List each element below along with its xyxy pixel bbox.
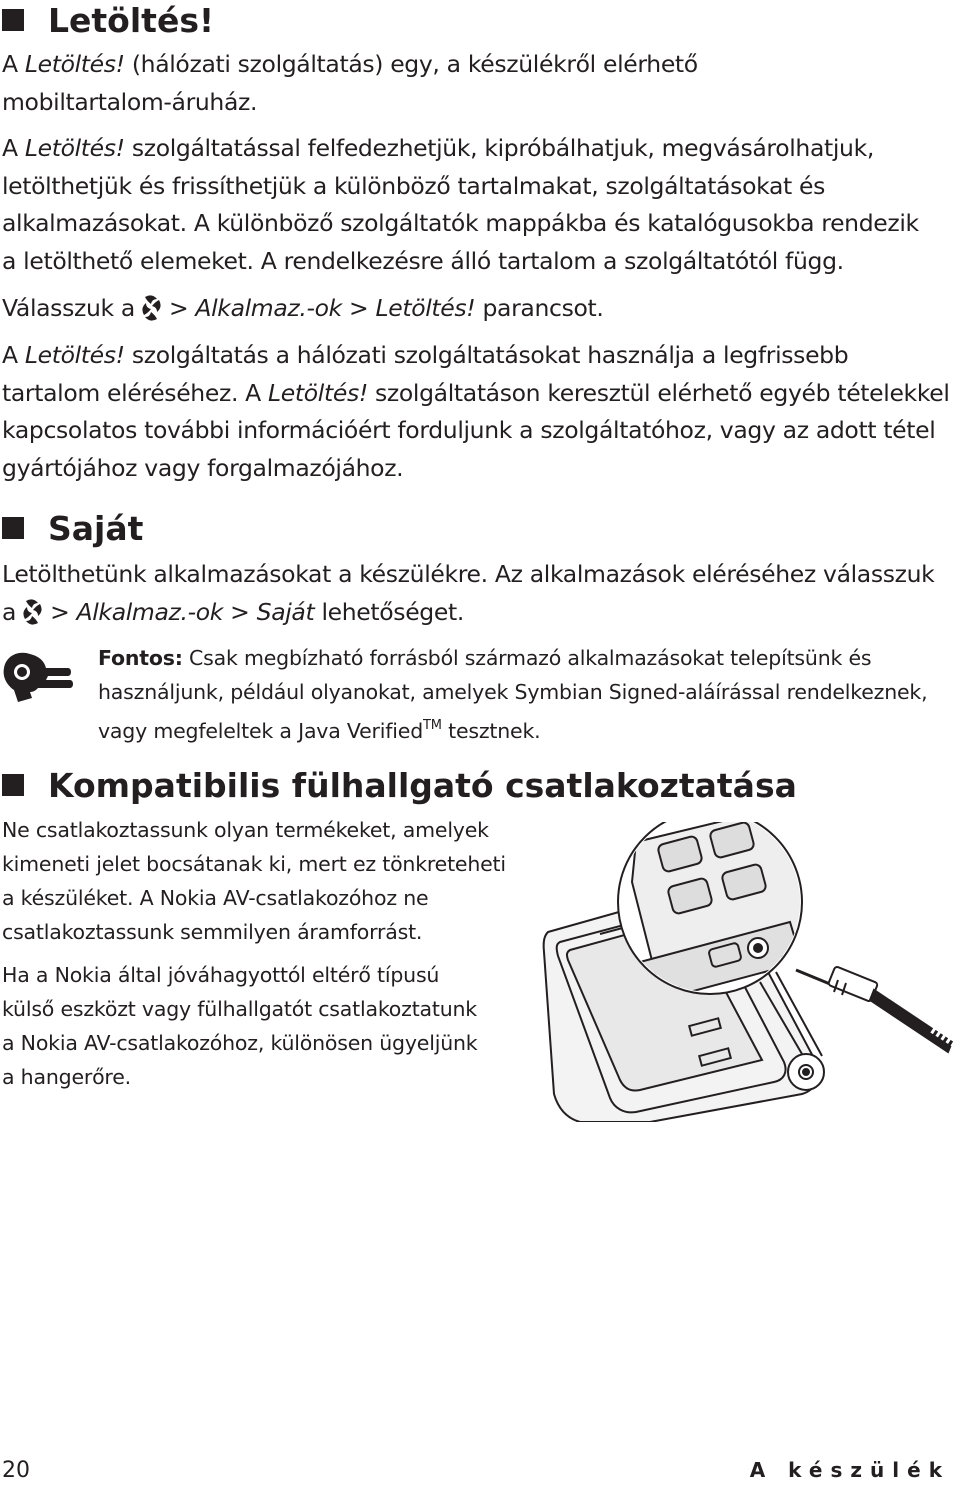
text: Ha a Nokia által jóváhagyottól eltérő típusú — [2, 963, 440, 987]
section-title: Letöltés! — [48, 0, 215, 40]
paragraph-select-path — [2, 290, 957, 328]
text: szolgáltatáson keresztül elérhető egyéb tételekkel — [367, 378, 950, 407]
text-italic: Letöltés! — [24, 50, 125, 78]
section-title: Saját — [48, 508, 144, 548]
important-note — [98, 641, 958, 748]
text-italic: Saját — [256, 597, 315, 626]
section-heading-sajat — [2, 508, 143, 548]
text: (hálózati szolgáltatás) egy, a készülékről elérhető — [124, 50, 698, 78]
text: csatlakoztassunk semmilyen áramforrást. — [2, 920, 423, 944]
text: Csak megbízható forrásból származó alkalmazásokat telepítsünk és — [182, 646, 872, 670]
text: lehetőséget. — [314, 597, 464, 626]
text: Ne csatlakoztassunk olyan termékeket, amelyek — [2, 818, 489, 842]
text-italic: Letöltés! — [24, 341, 125, 369]
text: A — [2, 50, 25, 78]
page-number: 20 — [2, 1458, 30, 1483]
text: tesztnek. — [441, 719, 541, 743]
text: kimeneti jelet bocsátanak ki, mert ez tönkreteheti — [2, 852, 506, 876]
section-heading-headset — [2, 765, 797, 805]
text-italic: Letöltés! — [375, 294, 476, 322]
text-italic: Alkalmaz.-ok — [76, 597, 224, 626]
pointing-hand-icon — [0, 648, 76, 704]
text: > — [341, 294, 376, 322]
text: parancsot. — [475, 294, 604, 322]
text: mobiltartalom-áruház. — [2, 87, 258, 116]
text: A — [2, 134, 25, 162]
text: tartalom eléréséhez. A — [2, 378, 269, 407]
text: kapcsolatos további információért forduljunk a szolgáltatóhoz, vagy az adott tétel — [2, 416, 936, 444]
paragraph-network — [2, 337, 957, 487]
paragraph-warning-volume — [2, 958, 522, 1094]
text-italic: Letöltés! — [24, 134, 125, 162]
text: használjunk, például olyanokat, amelyek Symbian Signed-aláírással rendelkeznek, — [98, 680, 928, 704]
text: a letölthető elemeket. A rendelkezésre álló tartalom a szolgáltatótól függ. — [2, 246, 844, 275]
heading-bullet-icon — [2, 774, 24, 796]
text: letölthetjük és frissíthetjük a különböző tartalmakat, szolgáltatásokat és — [2, 171, 825, 200]
text: a készüléket. A Nokia AV-csatlakozóhoz ne — [2, 886, 429, 910]
section-heading-letoltes — [2, 0, 214, 40]
menu-key-icon — [22, 598, 44, 626]
text: gyártójához vagy forgalmazójához. — [2, 453, 404, 482]
paragraph-warning-output — [2, 813, 522, 949]
text: Válasszuk a — [2, 294, 135, 322]
menu-key-icon — [141, 294, 163, 322]
text-italic: Alkalmaz.-ok — [195, 294, 342, 322]
chapter-name: A készülék — [749, 1458, 950, 1482]
text: szolgáltatás a hálózati szolgáltatásokat használja a legfrissebb — [124, 341, 849, 369]
text: külső eszközt vagy fülhallgatót csatlakoztatunk — [2, 997, 477, 1021]
heading-bullet-icon — [2, 517, 24, 539]
text: a — [2, 597, 17, 626]
text: > — [223, 597, 257, 626]
text: a Nokia AV-csatlakozóhoz, különösen ügyeljünk — [2, 1031, 478, 1055]
section-title: Kompatibilis fülhallgató csatlakoztatása — [48, 765, 797, 805]
paragraph-own-apps — [2, 556, 957, 631]
paragraph-services — [2, 130, 957, 280]
text: Letölthetünk alkalmazásokat a készülékre. Az alkalmazások eléréséhez válasszuk — [2, 560, 935, 588]
text: alkalmazásokat. A különböző szolgáltatók mappákba és katalógusokba rendezik — [2, 209, 919, 237]
headset-connection-illustration — [540, 822, 960, 1122]
text: a hangerőre. — [2, 1065, 131, 1089]
heading-bullet-icon — [2, 9, 24, 31]
note-label: Fontos: — [98, 646, 183, 670]
text: A — [2, 341, 25, 369]
paragraph-intro — [2, 46, 957, 121]
text-italic: Letöltés! — [268, 378, 368, 407]
text: > — [50, 597, 77, 626]
trademark: TM — [423, 718, 442, 733]
text: > — [168, 294, 196, 322]
text: szolgáltatással felfedezhetjük, kipróbálhatjuk, megvásárolhatjuk, — [124, 134, 874, 162]
text: vagy megfeleltek a Java Verified — [98, 719, 424, 743]
